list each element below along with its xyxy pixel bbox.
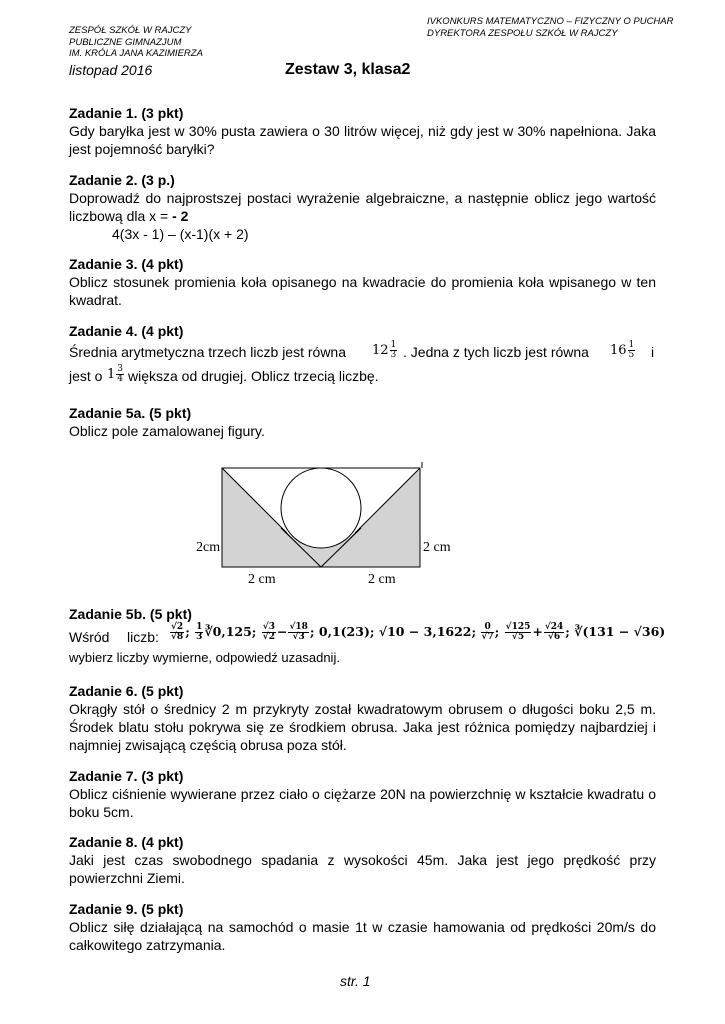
mixed-1-fraction xyxy=(390,341,398,360)
task-5b-numbers-line xyxy=(69,622,666,649)
task-4-line-1 xyxy=(69,340,656,364)
task-6-text: Okrągły stół o średnicy 2 m przykryty został kwadratowym obrusem o długości boku 2,5 m. Środek blatu stołu pokrywa się ze środkiem obrusa. Jaka jest różnica pomiędzy najbardziej i najmniej zwisającą częścią obrusa poza stół. xyxy=(69,701,656,753)
task-4-text-b: . Jedna z tych liczb jest równa xyxy=(403,344,589,360)
n-sqrt5: √5 xyxy=(511,632,525,642)
task-2-text xyxy=(69,189,656,225)
contest-line-2: DYREKTORA ZESPOŁU SZKÓŁ W RAJCZY xyxy=(427,27,618,39)
sep-6: ; xyxy=(494,624,500,639)
n-cbrt: ∛0,125 xyxy=(204,624,252,639)
mixed-number-2 xyxy=(610,341,636,360)
task-1-text: Gdy baryłka jest w 30% pusta zawiera o 30 litrów więcej, niż gdy jest w 30% napełniona. Jaka jest pojemność baryłki? xyxy=(69,123,656,157)
task-4-text-a: Średnia arytmetyczna trzech liczb jest równa xyxy=(69,344,346,360)
num-frac-sqrt24-sqrt6 xyxy=(544,623,564,642)
task-2-x-value: - 2 xyxy=(172,208,189,224)
task-1 xyxy=(69,104,656,158)
task-5a-text: Oblicz pole zamalowanej figury. xyxy=(69,423,265,439)
sep-1: ; xyxy=(185,624,190,639)
mixed-3-num: 3 xyxy=(117,364,124,374)
num-frac-sqrt2-sqrt8 xyxy=(170,623,184,642)
task-2-expression: 4(3x - 1) – (x-1)(x + 2) xyxy=(112,226,249,242)
task-5a-title: Zadanie 5a. (5 pkt) xyxy=(69,405,192,421)
label-right: 2 cm xyxy=(423,540,451,555)
task-7-title: Zadanie 7. (3 pkt) xyxy=(69,768,184,784)
task-3-title: Zadanie 3. (4 pkt) xyxy=(69,256,184,272)
task-6-title: Zadanie 6. (5 pkt) xyxy=(69,683,184,699)
num-frac-sqrt125-sqrt5 xyxy=(505,623,532,642)
mixed-3-fraction xyxy=(116,365,124,384)
task-4-title: Zadanie 4. (4 pkt) xyxy=(69,323,184,339)
task-4-text-c: i xyxy=(651,344,655,360)
mixed-1-den: 3 xyxy=(390,350,397,360)
task-9-text: Oblicz siłę działającą na samochód o masie 1t w czasie hamowania od prędkości 20m/s do całkowitego zatrzymania. xyxy=(69,919,656,953)
sep-2: ; xyxy=(251,624,257,639)
num-frac-sqrt18-sqrt3 xyxy=(288,623,308,642)
shaded-figure xyxy=(190,460,460,590)
mixed-3-den: 4 xyxy=(117,374,124,384)
mixed-number-1 xyxy=(372,341,398,360)
number-list xyxy=(169,623,665,642)
task-8 xyxy=(69,833,656,887)
mixed-3-whole: 1 xyxy=(107,367,116,382)
mixed-2-den: 5 xyxy=(628,350,635,360)
task-5a xyxy=(69,404,656,440)
sep-7: ; xyxy=(565,624,570,639)
n-sqrt125: √125 xyxy=(505,622,531,632)
n-zero: 0 xyxy=(481,623,493,633)
task-5b-word-2: liczb: xyxy=(127,629,159,645)
minus-1: − xyxy=(276,624,288,639)
task-8-text: Jaki jest czas swobodnego spadania z wysokości 45m. Jaka jest jego prędkość przy powierzchni Ziemi. xyxy=(69,852,656,886)
task-5b-word-1: Wśród xyxy=(69,629,110,645)
school-name xyxy=(69,25,203,60)
n-three: 3 xyxy=(196,632,203,642)
n-sqrt2-b: √2 xyxy=(262,632,275,642)
task-3 xyxy=(69,255,656,309)
task-7 xyxy=(69,767,656,821)
label-left: 2cm xyxy=(196,540,221,555)
n-sqrt8: √8 xyxy=(171,632,184,642)
school-line-1: ZESPÓŁ SZKÓŁ W RAJCZY xyxy=(69,25,192,36)
sep-3: ; xyxy=(309,624,315,639)
task-9-title: Zadanie 9. (5 pkt) xyxy=(69,901,184,917)
task-4-text-e: większa od drugiej. Oblicz trzecią liczbę. xyxy=(128,368,379,384)
mixed-1-num: 1 xyxy=(390,340,397,350)
task-3-text: Oblicz stosunek promienia koła opisanego na kwadracie do promienia koła wpisanego w ten kwadrat. xyxy=(69,274,656,308)
contest-name xyxy=(427,16,674,39)
task-5b-title: Zadanie 5b. (5 pkt) xyxy=(69,606,192,622)
page-title: Zestaw 3, klasa2 xyxy=(285,61,411,78)
sep-5: ; xyxy=(471,624,477,639)
task-9 xyxy=(69,900,656,954)
n-diff: √10 − 3,1622 xyxy=(378,624,472,639)
page-number: str. 1 xyxy=(340,973,371,989)
task-2-title: Zadanie 2. (3 p.) xyxy=(69,172,175,188)
mixed-2-whole: 16 xyxy=(610,343,627,358)
label-bottom-left: 2 cm xyxy=(248,572,276,587)
num-frac-0-sqrt7 xyxy=(481,623,493,642)
num-frac-sqrt3-sqrt2 xyxy=(262,623,276,642)
sep-4: ; xyxy=(369,624,375,639)
n-one: 1 xyxy=(196,622,203,632)
task-5b-text: wybierz liczby wymierne, odpowiedź uzasadnij. xyxy=(69,650,340,665)
n-sqrt3: √3 xyxy=(262,622,275,632)
n-sqrt18: √18 xyxy=(289,622,308,632)
school-line-3: IM. KRÓLA JANA KAZIMIERZA xyxy=(69,48,203,59)
mixed-2-fraction xyxy=(628,341,636,360)
task-6 xyxy=(69,682,656,754)
mixed-2-num: 1 xyxy=(628,340,635,350)
inscribed-circle xyxy=(281,468,361,548)
task-2-text-a: Doprowadź do najprostszej postaci wyrażenie algebraiczne, a następnie oblicz jego wartość liczbową dla x = xyxy=(69,190,656,224)
n-sqrt3-b: √3 xyxy=(292,632,305,642)
task-7-text: Oblicz ciśnienie wywierane przez ciało o ciężarze 20N na powierzchnię w kształcie kwadratu o boku 5cm. xyxy=(69,786,656,820)
n-period: 0,1(23) xyxy=(318,624,370,639)
school-line-2: PUBLICZNE GIMNAZJUM xyxy=(69,36,182,48)
mixed-1-whole: 12 xyxy=(372,343,389,358)
n-sqrt6: √6 xyxy=(547,632,561,642)
mixed-number-3 xyxy=(107,365,125,384)
plus-1: + xyxy=(532,624,543,639)
n-sqrt7: √7 xyxy=(481,632,494,642)
task-8-title: Zadanie 8. (4 pkt) xyxy=(69,834,184,850)
date: listopad 2016 xyxy=(69,62,153,78)
n-last: ∛(131 − √36) xyxy=(574,624,666,639)
n-sqrt24: √24 xyxy=(544,622,564,632)
num-frac-1-3 xyxy=(195,623,203,642)
task-4 xyxy=(69,322,656,388)
label-bottom-right: 2 cm xyxy=(368,572,396,587)
task-2 xyxy=(69,171,656,243)
contest-line-1: IVKONKURS MATEMATYCZNO – FIZYCZNY O PUCHAR xyxy=(427,16,674,27)
task-4-text-d: jest o xyxy=(69,368,103,384)
n-sqrt2: √2 xyxy=(171,622,184,632)
task-5b xyxy=(69,605,666,667)
task-4-line-2 xyxy=(69,364,656,388)
task-1-title: Zadanie 1. (3 pkt) xyxy=(69,105,184,121)
